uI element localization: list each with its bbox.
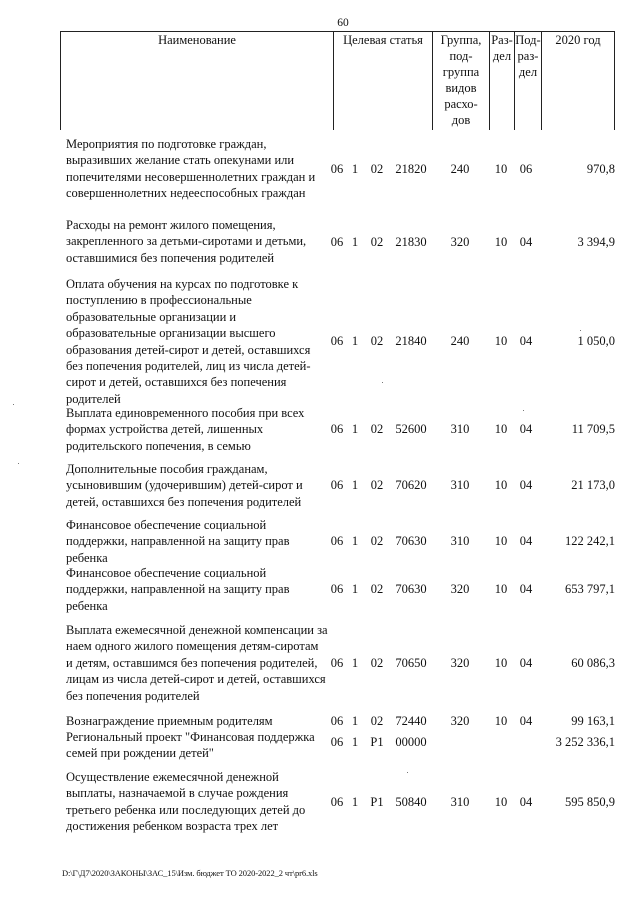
target-program: 06	[330, 582, 344, 596]
header-year-2020: 2020 год	[555, 33, 601, 47]
target-program: 06	[330, 334, 344, 348]
header-section-line: дел	[492, 49, 512, 63]
target-event: P1	[370, 795, 384, 809]
amount: 122 242,1	[565, 534, 615, 548]
amount: 3 252 336,1	[555, 735, 615, 749]
target-code: 21820	[395, 162, 427, 176]
expense-group: 310	[450, 534, 470, 548]
expense-group: 310	[450, 478, 470, 492]
header-group-line: дов	[451, 113, 471, 127]
target-event: 02	[370, 714, 384, 728]
target-subprogram: 1	[351, 422, 359, 436]
expense-group: 320	[450, 235, 470, 249]
target-code: 00000	[395, 735, 427, 749]
target-code: 52600	[395, 422, 427, 436]
target-event: 02	[370, 334, 384, 348]
header-group-line: под-	[449, 49, 473, 63]
amount: 595 850,9	[565, 795, 615, 809]
target-event: 02	[370, 422, 384, 436]
target-subprogram: 1	[351, 162, 359, 176]
target-program: 06	[330, 235, 344, 249]
amount: 653 797,1	[565, 582, 615, 596]
section: 10	[494, 656, 508, 670]
subsection: 04	[519, 582, 533, 596]
amount: 21 173,0	[571, 478, 615, 492]
target-subprogram: 1	[351, 582, 359, 596]
header-right-border	[614, 31, 615, 130]
target-subprogram: 1	[351, 656, 359, 670]
target-event: 02	[370, 162, 384, 176]
target-program: 06	[330, 478, 344, 492]
header-section	[490, 32, 514, 64]
row-name: Вознаграждение приемным родителям	[66, 714, 273, 728]
page-number: 60	[337, 17, 349, 29]
header-subsection-line: Под-	[515, 33, 541, 47]
subsection: 04	[519, 235, 533, 249]
amount: 60 086,3	[571, 656, 615, 670]
scan-speck	[13, 404, 14, 405]
amount: 970,8	[586, 162, 615, 176]
header-group-line: расхо-	[444, 97, 478, 111]
section: 10	[494, 478, 508, 492]
section: 10	[494, 235, 508, 249]
expense-group: 310	[450, 422, 470, 436]
row-name: Финансовое обеспечение социальной поддержки, направленной на защиту прав ребенка	[66, 566, 290, 613]
expense-group: 240	[450, 334, 470, 348]
expense-group: 320	[450, 656, 470, 670]
target-subprogram: 1	[351, 235, 359, 249]
target-subprogram: 1	[351, 534, 359, 548]
section: 10	[494, 795, 508, 809]
subsection: 04	[519, 422, 533, 436]
subsection: 06	[519, 162, 533, 176]
subsection: 04	[519, 334, 533, 348]
target-program: 06	[330, 162, 344, 176]
target-program: 06	[330, 795, 344, 809]
expense-group: 320	[450, 582, 470, 596]
scan-speck	[580, 330, 581, 331]
header-name: Наименование	[158, 33, 236, 47]
target-event: 02	[370, 656, 384, 670]
section: 10	[494, 582, 508, 596]
target-code: 21840	[395, 334, 427, 348]
target-code: 50840	[395, 795, 427, 809]
target-subprogram: 1	[351, 478, 359, 492]
target-code: 70620	[395, 478, 427, 492]
scan-speck	[407, 772, 408, 773]
row-name: Осуществление ежемесячной денежной выплаты, назначаемой в случае рождения третьего ребенка или последующих детей до достижения ребенком возраста трех лет	[66, 770, 306, 834]
target-code: 72440	[395, 714, 427, 728]
scan-speck	[18, 463, 19, 464]
file-path-footer: D:\Г\Д7\2020\ЗАКОНЫ\ЗАС_15\Изм. бюджет ТО 2020-2022_2 чт\pr6.xls	[62, 868, 318, 878]
target-code: 21830	[395, 235, 427, 249]
header-subsection-line: раз-	[517, 49, 539, 63]
row-name: Дополнительные пособия гражданам, усыновившим (удочерившим) детей-сирот и детей, оставшихся без попечения родителей	[66, 462, 303, 509]
target-subprogram: 1	[351, 795, 359, 809]
section: 10	[494, 714, 508, 728]
expense-group: 320	[450, 714, 470, 728]
target-code: 70630	[395, 534, 427, 548]
target-event: 02	[370, 478, 384, 492]
amount: 3 394,9	[577, 235, 615, 249]
target-code: 70630	[395, 582, 427, 596]
section: 10	[494, 534, 508, 548]
subsection: 04	[519, 656, 533, 670]
section: 10	[494, 334, 508, 348]
target-subprogram: 1	[351, 714, 359, 728]
header-group-line: Группа,	[440, 33, 482, 47]
target-program: 06	[330, 656, 344, 670]
target-event: P1	[370, 735, 384, 749]
section: 10	[494, 422, 508, 436]
target-subprogram: 1	[351, 735, 359, 749]
header-group-line: группа	[442, 65, 480, 79]
subsection: 04	[519, 534, 533, 548]
subsection: 04	[519, 714, 533, 728]
header-expense-group	[433, 32, 489, 128]
target-event: 02	[370, 582, 384, 596]
target-program: 06	[330, 422, 344, 436]
row-name: Выплата единовременного пособия при всех формах устройства детей, лишенных родительского попечения, в семью	[66, 406, 305, 453]
target-subprogram: 1	[351, 334, 359, 348]
header-subsection	[515, 32, 541, 80]
target-event: 02	[370, 235, 384, 249]
amount: 99 163,1	[571, 714, 615, 728]
row-name: Выплата ежемесячной денежной компенсации за наем одного жилого помещения детям-сиротам и детям, оставшимся без попечения родителей, лицам из числа детей-сирот и детей, оставшихся без попечения родителей	[66, 623, 328, 703]
scan-speck	[382, 382, 383, 383]
amount: 11 709,5	[571, 422, 615, 436]
target-program: 06	[330, 534, 344, 548]
subsection: 04	[519, 795, 533, 809]
expense-group: 310	[450, 795, 470, 809]
header-subsection-line: дел	[518, 65, 538, 79]
row-name: Расходы на ремонт жилого помещения, закрепленного за детьми-сиротами и детьми, оставшимися без попечения родителей	[66, 218, 307, 265]
row-name: Финансовое обеспечение социальной поддержки, направленной на защиту прав ребенка	[66, 518, 290, 565]
header-section-line: Раз-	[491, 33, 513, 47]
expense-group: 240	[450, 162, 470, 176]
header-target-article: Целевая статья	[343, 33, 423, 47]
target-program: 06	[330, 735, 344, 749]
scan-speck	[523, 410, 524, 411]
subsection: 04	[519, 478, 533, 492]
section: 10	[494, 162, 508, 176]
row-name: Оплата обучения на курсах по подготовке к поступлению в профессиональные образовательные организации и образовательные организации высшего образования детей-сирот и детей, оставшихся без попечения родителей, лиц из числа детей-сирот и детей, оставшихся без попечения родителей	[66, 277, 311, 406]
amount: 1 050,0	[577, 334, 615, 348]
target-program: 06	[330, 714, 344, 728]
target-event: 02	[370, 534, 384, 548]
row-name: Мероприятия по подготовке граждан, выразивших желание стать опекунами или попечителями несовершеннолетних граждан и совершеннолетних недееспособных граждан	[66, 137, 316, 201]
target-code: 70650	[395, 656, 427, 670]
row-name: Региональный проект "Финансовая поддержка семей при рождении детей"	[66, 730, 315, 761]
header-group-line: видов	[445, 81, 477, 95]
